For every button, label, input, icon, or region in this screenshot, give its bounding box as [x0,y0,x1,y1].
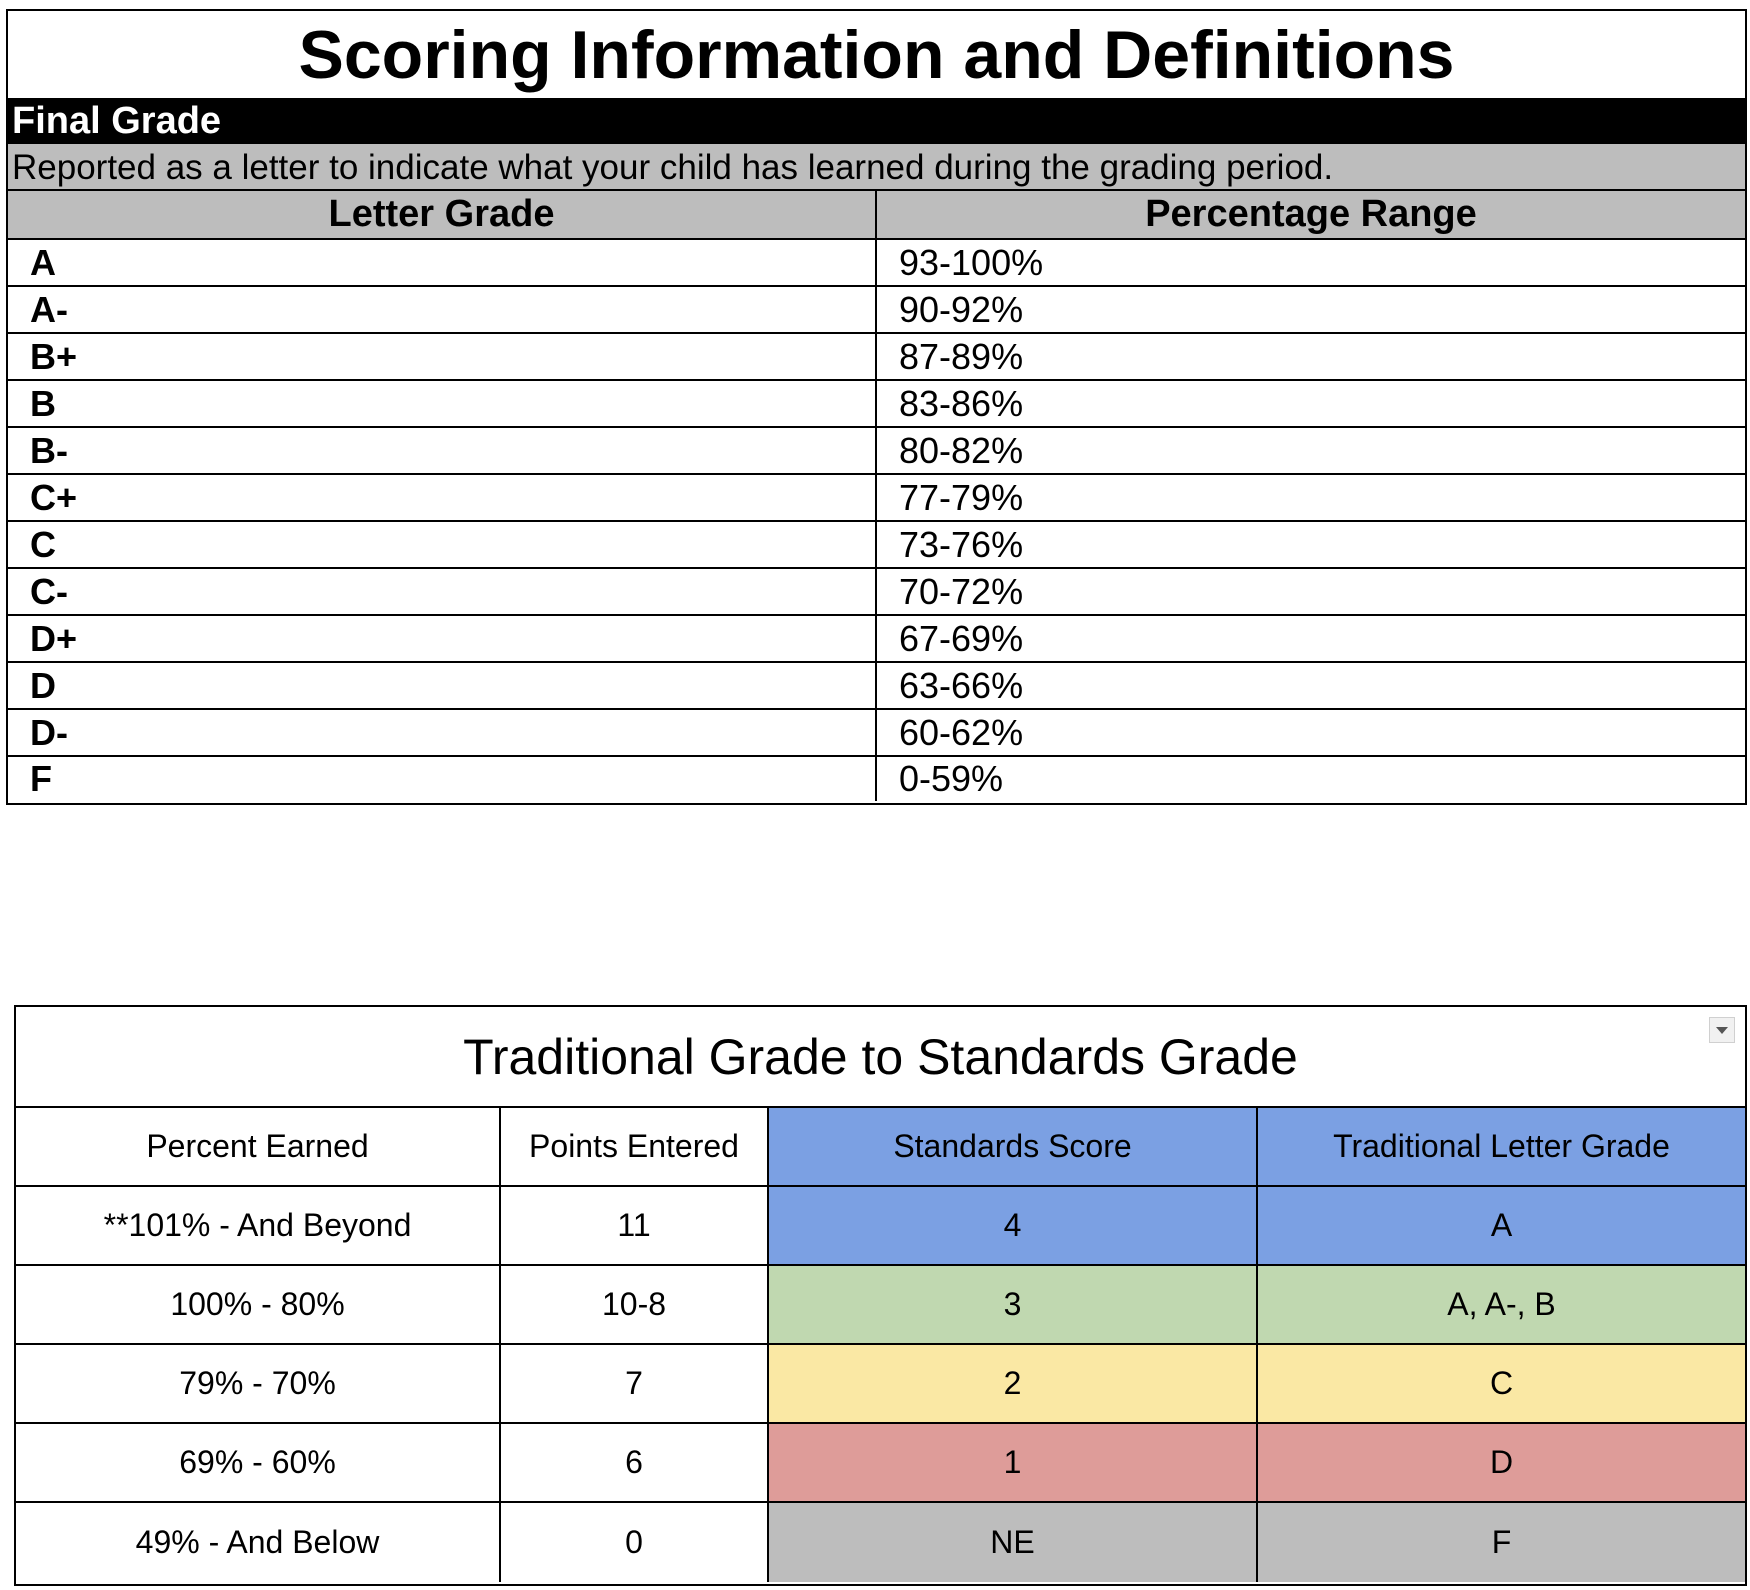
percentage-range-cell: 0-59% [899,758,1004,799]
standards-score-cell: 2 [769,1345,1258,1422]
letter-grade-cell: B- [8,428,877,473]
points-entered-cell: 0 [501,1503,769,1582]
percentage-range-cell: 73-76% [899,523,1024,565]
points-entered-cell: 11 [501,1187,769,1264]
letter-grade-cell: C [8,522,877,567]
letter-grade-cell: D [8,663,877,708]
letter-grade-cell: A [8,240,877,285]
standards-table-title: Traditional Grade to Standards Grade [16,1007,1745,1108]
percentage-range-cell: 80-82% [899,429,1024,471]
header-points-entered: Points Entered [501,1108,769,1185]
letter-grade-cell: C+ [8,475,877,520]
standards-header-row [16,1108,1745,1187]
points-entered-cell: 6 [501,1424,769,1501]
letter-grade-cell: A [1258,1187,1745,1264]
table-row [8,240,1745,287]
standards-score-cell: NE [769,1503,1258,1582]
percentage-range-cell: 77-79% [899,476,1024,518]
dropdown-arrow-icon[interactable] [1709,1017,1735,1043]
percent-earned-cell: 69% - 60% [16,1424,501,1501]
table-row [8,428,1745,475]
percent-earned-cell: 79% - 70% [16,1345,501,1422]
header-percentage-range: Percentage Range [1145,193,1477,235]
table-row [8,475,1745,522]
percentage-range-cell: 93-100% [899,241,1044,283]
header-percent-earned: Percent Earned [16,1108,501,1185]
standards-score-cell: 4 [769,1187,1258,1264]
points-entered-cell: 7 [501,1345,769,1422]
letter-grade-cell: D+ [8,616,877,661]
standards-score-cell: 1 [769,1424,1258,1501]
letter-grade-cell: D- [8,710,877,755]
table-row [16,1345,1745,1424]
table-row [8,710,1745,757]
percent-earned-cell: 49% - And Below [16,1503,501,1582]
percent-earned-cell: **101% - And Beyond [16,1187,501,1264]
table-row [8,569,1745,616]
points-entered-cell: 10-8 [501,1266,769,1343]
section-description: Reported as a letter to indicate what your child has learned during the grading period. [8,144,1745,191]
letter-grade-cell: F [1258,1503,1745,1582]
standards-score-cell: 3 [769,1266,1258,1343]
table-row [16,1187,1745,1266]
standards-grade-table [14,1005,1747,1586]
header-letter-grade: Letter Grade [8,191,877,238]
table-row [8,381,1745,428]
final-grade-table [6,9,1747,805]
table-row [16,1424,1745,1503]
table-row [8,663,1745,710]
table-row [8,287,1745,334]
grade-rows [8,240,1745,801]
table-row [16,1266,1745,1345]
letter-grade-cell: F [8,757,877,801]
header-standards-score: Standards Score [769,1108,1258,1185]
table-row [16,1503,1745,1582]
table-row [8,616,1745,663]
percentage-range-cell: 70-72% [899,570,1024,612]
letter-grade-cell: C [1258,1345,1745,1422]
percentage-range-cell: 83-86% [899,382,1024,424]
letter-grade-cell: B [8,381,877,426]
percentage-range-cell: 63-66% [899,664,1024,706]
letter-grade-cell: A, A-, B [1258,1266,1745,1343]
letter-grade-cell: B+ [8,334,877,379]
table-row [8,334,1745,381]
letter-grade-cell: C- [8,569,877,614]
section-label: Final Grade [8,98,1745,144]
page-title: Scoring Information and Definitions [298,16,1455,93]
percent-earned-cell: 100% - 80% [16,1266,501,1343]
table-row [8,522,1745,569]
percentage-range-cell: 60-62% [899,711,1024,753]
percentage-range-cell: 67-69% [899,617,1024,659]
percentage-range-cell: 87-89% [899,335,1024,377]
table-header [8,191,1745,240]
letter-grade-cell: D [1258,1424,1745,1501]
percentage-range-cell: 90-92% [899,288,1024,330]
table-row [8,757,1745,801]
header-traditional-letter-grade: Traditional Letter Grade [1258,1108,1745,1185]
letter-grade-cell: A- [8,287,877,332]
